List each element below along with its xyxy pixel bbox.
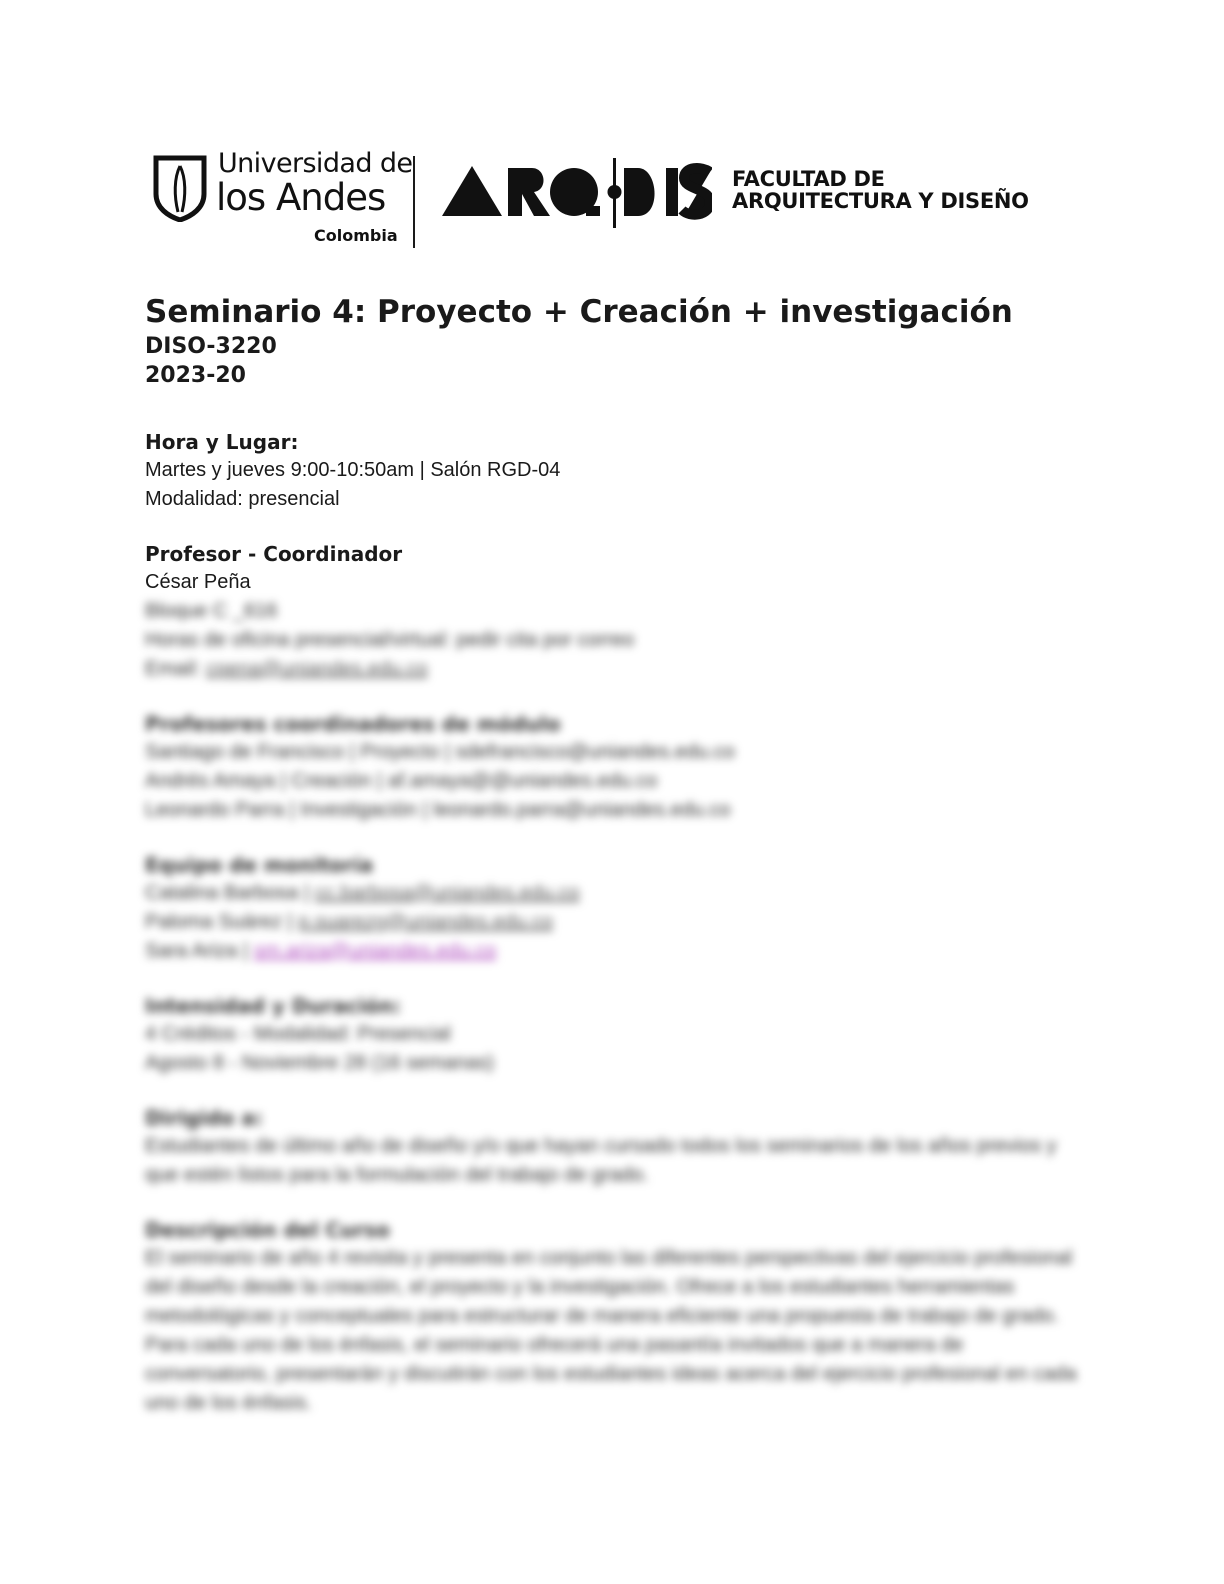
- mentor-name: Catalina Barbosa |: [145, 882, 310, 904]
- audience-heading: Dirigido a:: [145, 1106, 263, 1130]
- intensity-line: 4 Créditos - Modalidad: Presencial: [145, 1023, 451, 1045]
- intensity-heading: Intensidad y Duración:: [145, 994, 401, 1018]
- modality-line: Modalidad: presencial: [145, 488, 340, 510]
- header-logos: [148, 148, 1068, 248]
- mentor-email-link[interactable]: p.suarezg@uniandes.edu.co: [298, 911, 553, 933]
- course-title: Seminario 4: Proyecto + Creación + investigación: [145, 294, 1013, 330]
- description-heading: Descripción del Curso: [145, 1218, 390, 1242]
- mentor-name: Sara Ariza |: [145, 940, 249, 962]
- list-item: [145, 937, 1085, 966]
- faculty-line1: FACULTAD DE: [732, 167, 885, 191]
- professor-name: César Peña: [145, 571, 251, 593]
- uniandes-shield-icon: [152, 154, 208, 222]
- schedule-line: Martes y jueves 9:00-10:50am | Salón RGD-04: [145, 459, 561, 481]
- schedule-heading: Hora y Lugar:: [145, 430, 299, 454]
- list-item: Leonardo Parra | Investigación | leonardo.parra@uniandes.edu.co: [145, 799, 731, 821]
- list-item: Santiago de Francisco | Proyecto | sdefrancisco@uniandes.edu.co: [145, 741, 735, 763]
- schedule-section: [145, 428, 1085, 514]
- logo-divider: [413, 156, 415, 248]
- faculty-line2: ARQUITECTURA Y DISEÑO: [732, 189, 1029, 213]
- arqdis-logo: [440, 158, 712, 230]
- mentor-email-link[interactable]: cc.barbosa@uniandes.edu.co: [314, 882, 580, 904]
- audience-section: [145, 1104, 1085, 1190]
- professor-heading: Profesor - Coordinador: [145, 542, 403, 566]
- email-label: Email:: [145, 658, 201, 680]
- mentors-section: [145, 851, 1085, 966]
- professor-email-link[interactable]: cpena@uniandes.edu.co: [206, 658, 428, 680]
- intensity-section: [145, 992, 1085, 1078]
- module-coordinators-section: [145, 710, 1085, 825]
- university-country: Colombia: [314, 226, 398, 245]
- professor-section: [145, 540, 1085, 684]
- professor-email-row: [145, 655, 1085, 684]
- mentor-name: Paloma Suárez |: [145, 911, 293, 933]
- list-item: [145, 879, 1085, 908]
- uniandes-logo: [148, 148, 413, 248]
- professor-hours: Horas de oficina presencial/virtual: pedir cita por correo: [145, 629, 635, 651]
- syllabus-content: [145, 292, 1085, 1418]
- module-coordinators-heading: Profesores coordinadores de módulo: [145, 712, 561, 736]
- university-name-line1: Universidad de: [218, 148, 413, 179]
- course-period: 2023-20: [145, 363, 246, 388]
- list-item: [145, 908, 1085, 937]
- mentor-email-link[interactable]: sm.ariza@uniandes.edu.co: [253, 940, 497, 962]
- duration-line: Agosto 8 - Noviembre 28 (16 semanas): [145, 1052, 495, 1074]
- audience-text: Estudiantes de último año de diseño y/o que hayan cursado todos los seminarios de los años previos y que estén listos para la formulación del trabajo de grado.: [145, 1135, 1057, 1186]
- professor-office: Bloque C _616: [145, 600, 278, 622]
- course-code: DISO-3220: [145, 334, 277, 359]
- university-name-line2: los Andes: [216, 176, 386, 219]
- description-text: El seminario de año 4 revisita y presenta en conjunto las diferentes perspectivas del ejercicio profesional del diseño desde la creación, el proyecto y la investigación. Ofrece a los estudiantes herramientas metodológicas y conceptuales para estructurar de manera eficiente una propuesta de trabajo de grado. Para cada uno de los énfasis, el seminario ofrecerá una pasantía invitados que a manera de conversatorio, presentarán y discutirán con los estudiantes ideas acerca del ejercicio profesional en cada uno de los énfasis.: [145, 1247, 1077, 1414]
- description-section: [145, 1216, 1085, 1418]
- mentors-heading: Equipo de monitoría: [145, 853, 374, 877]
- faculty-name: [732, 168, 1029, 212]
- list-item: Andrés Amaya | Creación | af.amaya@@uniandes.edu.co: [145, 770, 658, 792]
